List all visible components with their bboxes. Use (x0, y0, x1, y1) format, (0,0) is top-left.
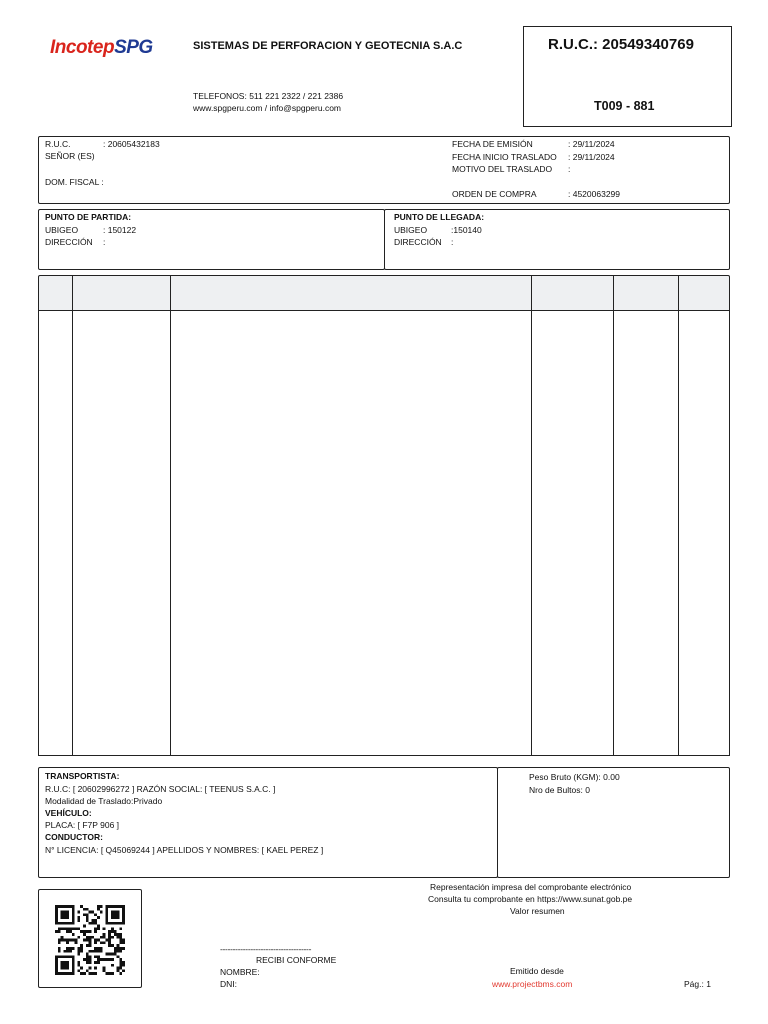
peso-bruto: Peso Bruto (KGM): 0.00 (529, 772, 620, 782)
table-column-divider (678, 275, 679, 756)
nombre-label: NOMBRE: (220, 967, 260, 977)
partida-ubigeo-label: UBIGEO (45, 225, 79, 235)
client-dom-fiscal-label: DOM. FISCAL : (45, 177, 104, 187)
qr-code-icon (55, 905, 125, 975)
valor-resumen-text: Valor resumen (510, 906, 565, 916)
client-senor-label: SEÑOR (ES) (45, 151, 95, 161)
fecha-emision-label: FECHA DE EMISIÓN (452, 139, 533, 149)
table-column-divider (72, 275, 73, 756)
emitido-url-link[interactable]: www.projectbms.com (492, 979, 573, 989)
logo-text-incotep: Incotep (50, 37, 115, 58)
llegada-direccion-value: : (451, 237, 454, 247)
client-ruc-value: : 20605432183 (103, 139, 160, 149)
fecha-inicio-value: : 29/11/2024 (568, 152, 615, 162)
items-table-body (38, 310, 730, 756)
vehiculo-placa: PLACA: [ F7P 906 ] (45, 820, 120, 830)
consulta-text: Consulta tu comprobante en https://www.sunat.gob.pe (428, 894, 633, 904)
transportista-info: R.U.C: [ 20602996272 ] RAZÓN SOCIAL: [ TEENUS S.A.C. ] (45, 784, 276, 794)
representacion-text: Representación impresa del comprobante electrónico (430, 882, 632, 892)
dni-label: DNI: (220, 979, 237, 989)
orden-compra-value: : 4520063299 (568, 189, 620, 199)
signature-line: ------------------------------------ (220, 944, 312, 954)
motivo-value: : (568, 164, 571, 174)
partida-direccion-label: DIRECCIÓN (45, 237, 93, 247)
nro-bultos: Nro de Bultos: 0 (529, 785, 590, 795)
client-ruc-label: R.U.C. (45, 139, 71, 149)
partida-direccion-value: : (103, 237, 106, 247)
llegada-direccion-label: DIRECCIÓN (394, 237, 442, 247)
orden-compra-label: ORDEN DE COMPRA (452, 189, 537, 199)
company-logo (50, 36, 153, 60)
punto-partida-title: PUNTO DE PARTIDA: (45, 212, 132, 222)
issuer-ruc: R.U.C.: 20549340769 (548, 36, 694, 53)
items-table-header (38, 275, 730, 311)
table-column-divider (613, 275, 614, 756)
company-name: SISTEMAS DE PERFORACION Y GEOTECNIA S.A.C (193, 40, 463, 52)
motivo-label: MOTIVO DEL TRASLADO (452, 164, 553, 174)
table-column-divider (170, 275, 171, 756)
llegada-ubigeo-label: UBIGEO (394, 225, 428, 235)
conductor-licencia: N° LICENCIA: [ Q45069244 ] APELLIDOS Y NOMBRES: [ KAEL PEREZ ] (45, 845, 324, 855)
modalidad-traslado: Modalidad de Traslado:Privado (45, 796, 163, 806)
fecha-emision-value: : 29/11/2024 (568, 139, 615, 149)
logo-text-spg: SPG (114, 37, 153, 58)
document-number: T009 - 881 (594, 99, 655, 113)
emitido-desde: Emitido desde (510, 966, 564, 976)
recibi-conforme: RECIBI CONFORME (256, 955, 337, 965)
vehiculo-title: VEHÍCULO: (45, 808, 92, 818)
company-web-email: www.spgperu.com / info@spgperu.com (193, 103, 341, 113)
transportista-title: TRANSPORTISTA: (45, 771, 120, 781)
company-phones: TELEFONOS: 511 221 2322 / 221 2386 (193, 91, 344, 101)
table-column-divider (531, 275, 532, 756)
page-number: Pág.: 1 (684, 979, 711, 989)
fecha-inicio-label: FECHA INICIO TRASLADO (452, 152, 557, 162)
conductor-title: CONDUCTOR: (45, 832, 103, 842)
partida-ubigeo-value: : 150122 (103, 225, 137, 235)
punto-llegada-title: PUNTO DE LLEGADA: (394, 212, 485, 222)
llegada-ubigeo-value: :150140 (451, 225, 482, 235)
